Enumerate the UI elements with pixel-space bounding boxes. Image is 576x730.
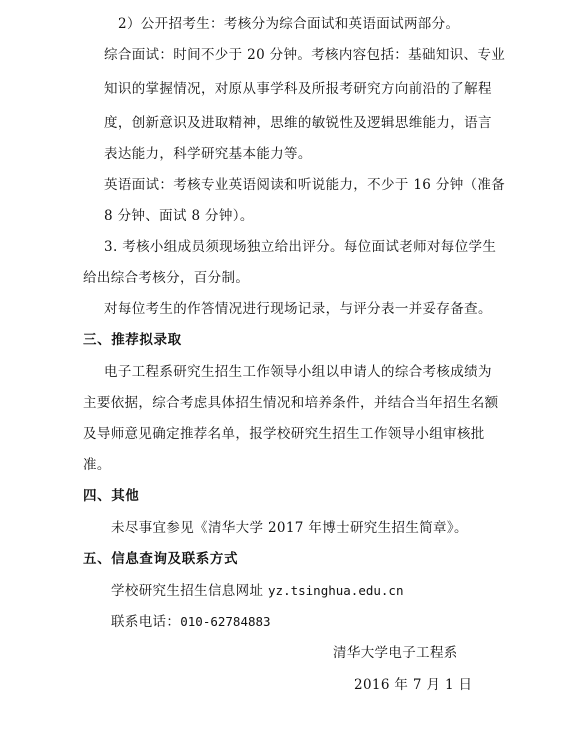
recommendation-line-2: 主要依据，综合考虑具体招生情况和培养条件，并结合当年招生名额: [83, 395, 499, 411]
comprehensive-interview-line-2: 知识的掌握情况，对原从事学科及所报考研究方向前沿的了解程: [104, 81, 492, 97]
website-label: 学校研究生招生信息网址: [111, 583, 264, 599]
phone-label: 联系电话：: [111, 614, 181, 630]
other-matters-text: 未尽事宜参见《清华大学 2017 年博士研究生招生简章》。: [111, 520, 468, 536]
comprehensive-interview-line-3: 度，创新意识及进取精神，思维的敏锐性及逻辑思维能力，语言: [104, 115, 492, 131]
panel-scoring-line-1: 3. 考核小组成员须现场独立给出评分。每位面试老师对每位学生: [104, 239, 497, 255]
comprehensive-interview-line-4: 表达能力，科学研究基本能力等。: [104, 146, 312, 162]
phone-number: 010-62784883: [180, 614, 271, 629]
english-interview-line-1: 英语面试：考核专业英语阅读和听说能力，不少于 16 分钟（准备: [104, 177, 506, 193]
phone-row: [111, 612, 271, 632]
panel-scoring-line-2: 给出综合考核分，百分制。: [83, 270, 250, 286]
website-row: [111, 581, 403, 601]
signature-date: 2016 年 7 月 1 日: [354, 677, 473, 693]
recommendation-line-4: 准。: [83, 457, 111, 473]
website-link[interactable]: yz.tsinghua.edu.cn: [268, 583, 404, 598]
interview-intro-text: 2）公开招考生：考核分为综合面试和英语面试两部分。: [118, 16, 460, 32]
section-heading-recommendation: 三、推荐拟录取: [83, 332, 182, 348]
english-interview-line-2: 8 分钟、面试 8 分钟）。: [104, 208, 254, 224]
comprehensive-interview-line-1: 综合面试：时间不少于 20 分钟。考核内容包括：基础知识、专业: [104, 47, 506, 63]
record-keeping-text: 对每位考生的作答情况进行现场记录，与评分表一并妥存备查。: [104, 301, 492, 317]
section-heading-contact: 五、信息查询及联系方式: [83, 551, 239, 567]
recommendation-line-3: 及导师意见确定推荐名单，报学校研究生招生工作领导小组审核批: [83, 426, 485, 442]
section-heading-other: 四、其他: [83, 488, 140, 504]
signature-organization: 清华大学电子工程系: [333, 645, 458, 661]
recommendation-line-1: 电子工程系研究生招生工作领导小组以申请人的综合考核成绩为: [104, 364, 492, 380]
